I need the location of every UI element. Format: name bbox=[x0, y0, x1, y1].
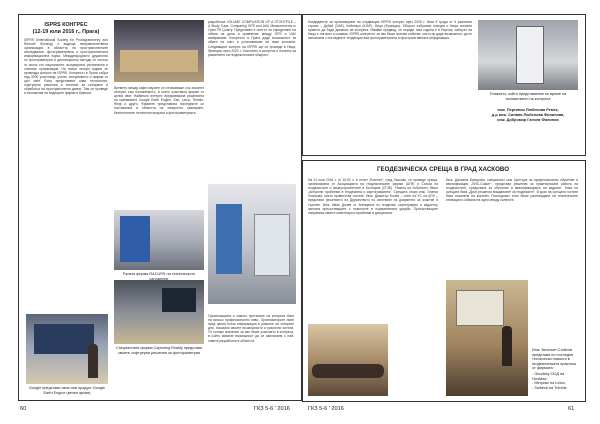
meeting-text-right: Инж. Даниела Бакърова, специалист към Центъра за професионално обучение и квалификация „ПИС-Софит“, представи решения за практическата работа на геодезистите, средствата за обучение и квалификацията на кадрите. Тема на срещата бяха „Дрон решения вижданияте за геодезиите“. В края на срещата гостите бяха поканени на коктейл. Последният етап беше разглеждане на техническите иновации и обмяна на идеи между колегите. bbox=[446, 178, 578, 203]
exhibition-photo bbox=[208, 184, 296, 304]
poster-shape bbox=[516, 26, 544, 84]
credit-line-2: д-р инж. Силвия Любенова Филипова, bbox=[491, 112, 565, 117]
meeting-audience-photo bbox=[308, 324, 388, 396]
speaker-figure bbox=[88, 344, 98, 378]
lower-middle-text: Организацията и самото протичане на конгреса бяха на високо професионално ниво. Организаторите имат пред целия поток информация в рамките на четирите дни, показаха своите възможности и различни хотели. От голямо значение за нас беше участието в конгреса, в който имахме възможност да се запознаем с най-новите разработки в областта. bbox=[208, 314, 294, 343]
audience-row bbox=[312, 364, 384, 378]
projection-screen bbox=[456, 290, 504, 326]
caption-poster: Плакатът, който представихме по време на изложението на конгреса bbox=[489, 92, 567, 101]
exhibition-booth-2 bbox=[254, 214, 290, 276]
caption-capturing: Специалната фирма Capturing Reality представи своите софтуерни решения за фотограметрия bbox=[115, 346, 203, 355]
section-title: ГЕОДЕЗИЧЕСКА СРЕЩА В ГРАД ХАСКОВО bbox=[376, 166, 510, 173]
caption-google: Google представи своя нов продукт Google Earth Engine (вечен архив) bbox=[28, 386, 106, 395]
left-column-text: ISPRS (International Society for Photogrammetry and Remote Sensing) е водеща неправителствена организация в областта на пространствените изследвания, фотограметрията и пространствената информационна наука. Международното дружество по фотограметрия и дистанционни методи се състои от около сто национални, асоциирани, регионални и членове организации. На всеки четири години се провежда конгрес на ISPRS. Конгресът в Прага събра над 3000 участници, учени, специалисти и фирми от цял свят. Бяха представени нови технологии, софтуерни решения и системи за събиране и обработка на пространствени данни. Там се проведе и изложение на водещите фирми в бранша. bbox=[24, 38, 108, 96]
booth-banner bbox=[120, 216, 150, 262]
article-title-line2: (12-19 юли 2016 г., Прага) bbox=[32, 28, 100, 35]
credit-line-3: инж. Добромир Ганчев Филипов bbox=[497, 117, 559, 122]
meeting-bullet-3: - Solitech на Trimble. bbox=[532, 385, 568, 390]
exhibition-booth-1 bbox=[216, 204, 242, 274]
meeting-bullet-1: - Geodesy ООД на GeoMax; bbox=[532, 372, 565, 381]
screen-shape bbox=[34, 324, 94, 354]
page-number-right: 61 bbox=[568, 406, 575, 412]
page-number-left: 60 bbox=[20, 406, 27, 412]
credit-line-1: инж. Пергиния Любенова Ремек, bbox=[497, 108, 559, 112]
racurs-booth-photo bbox=[114, 210, 204, 270]
journal-label-left: ГКЗ 5-6 ' 2016 bbox=[254, 406, 290, 412]
article-title bbox=[22, 22, 110, 35]
meeting-bullet-list bbox=[532, 372, 580, 390]
right-column-text: разработка VOLUME COMPILATION OF A STOCKPILE – A Study Case, Comparing GPS and UAV Measurements in Open Pit Quarry. Представен е опитът за определяне на обеми на депа и сравнение между GPS и UAV измервания. Конгресът в Прага даде възможност за обмен на опит и установяване на нови контакти. Следващият конгрес на ISPRS ще се проведе в Ница, Франция, през 2020 г. Участието в конгреса е полезно за развитието на геодезическата общност. bbox=[208, 20, 296, 57]
journal-label-right: ГКЗ 5-6 ' 2016 bbox=[308, 406, 344, 412]
meeting-speaker-photo bbox=[446, 280, 528, 396]
conference-hall-photo bbox=[114, 20, 204, 82]
article-title-line1: ISPRS КОНГРЕС bbox=[44, 22, 88, 28]
caption-meeting: Инж. Веселин Стойков представи по последни технически новости в геодезическата практика от фирмата: bbox=[532, 348, 576, 370]
left-page bbox=[18, 14, 300, 414]
poster-photo bbox=[478, 20, 578, 90]
top-continued-text: Кандидатите за организиране на следващия ISPRS конгрес през 2020 г. бяха 5 града от 3 различни страни – Дубай (ОАЕ), Кейптаун (ЮАР), Ница (Франция). Общото събрание гласува и Ница спечели правото да бъде домакин на конгреса. Имайки предвид, че поради тази година е в Европа, изборът на Ница е логичен и очакван. ISPRS конгресът за нас беше значим събитие, което ни даде възможност да се запознаем с последните тенденции във фотограметрията и пространствената информация. bbox=[308, 20, 472, 41]
middle-column-text: Времето между кафе-паузите се отличаваше със засилен интерес към изложението, в което участваха фирми от целия свят. Наймного интерес предизвикаха решенията на компаниите Google Earth Engine, Esri, Leica, Trimble, Riegl и други. Фирмите представиха последните си постижения в областта на лазерното сканиране, безпилотните летателни апарати и фотограметрията. bbox=[114, 86, 204, 115]
caption-racurs: Рулата фирма RACURS на техническото изложение bbox=[122, 272, 196, 281]
booth-screen bbox=[162, 288, 196, 312]
capturing-reality-photo bbox=[114, 280, 204, 344]
speaker-silhouette bbox=[502, 326, 512, 366]
meeting-bullet-2: - Метрикс на Leica; bbox=[532, 381, 566, 385]
meeting-text: На 21 юли 2016 г. от 10:00 ч. в хотел „Ригелит“, град Хасково, се проведе среща, организирана от Асоциацията на геодезическите фирми (АГФ) и Съюза на геодезистите и земеустроителите в България (СГЗБ). Темата на събитието беше „Актуални проблеми в геодезията и картографията“. Срещата откри инж. Златка Златкова, която приветства гостите. Инж. Димитър Бочев – член на УС на АГФ – представи решението на Дружеството по изготвяне на документи за участие в търгове. Инж. Иван Дачев от Агенцията по геодезия, картография и кадастър запозна присъстващите с новостите в нормативната уредба. Присъстващите направиха своите коментари и проблеми в дискусията. bbox=[308, 178, 438, 215]
right-page bbox=[302, 14, 584, 414]
google-earth-engine-photo bbox=[26, 314, 108, 384]
author-credits bbox=[478, 108, 578, 122]
stage-shape bbox=[120, 50, 198, 72]
